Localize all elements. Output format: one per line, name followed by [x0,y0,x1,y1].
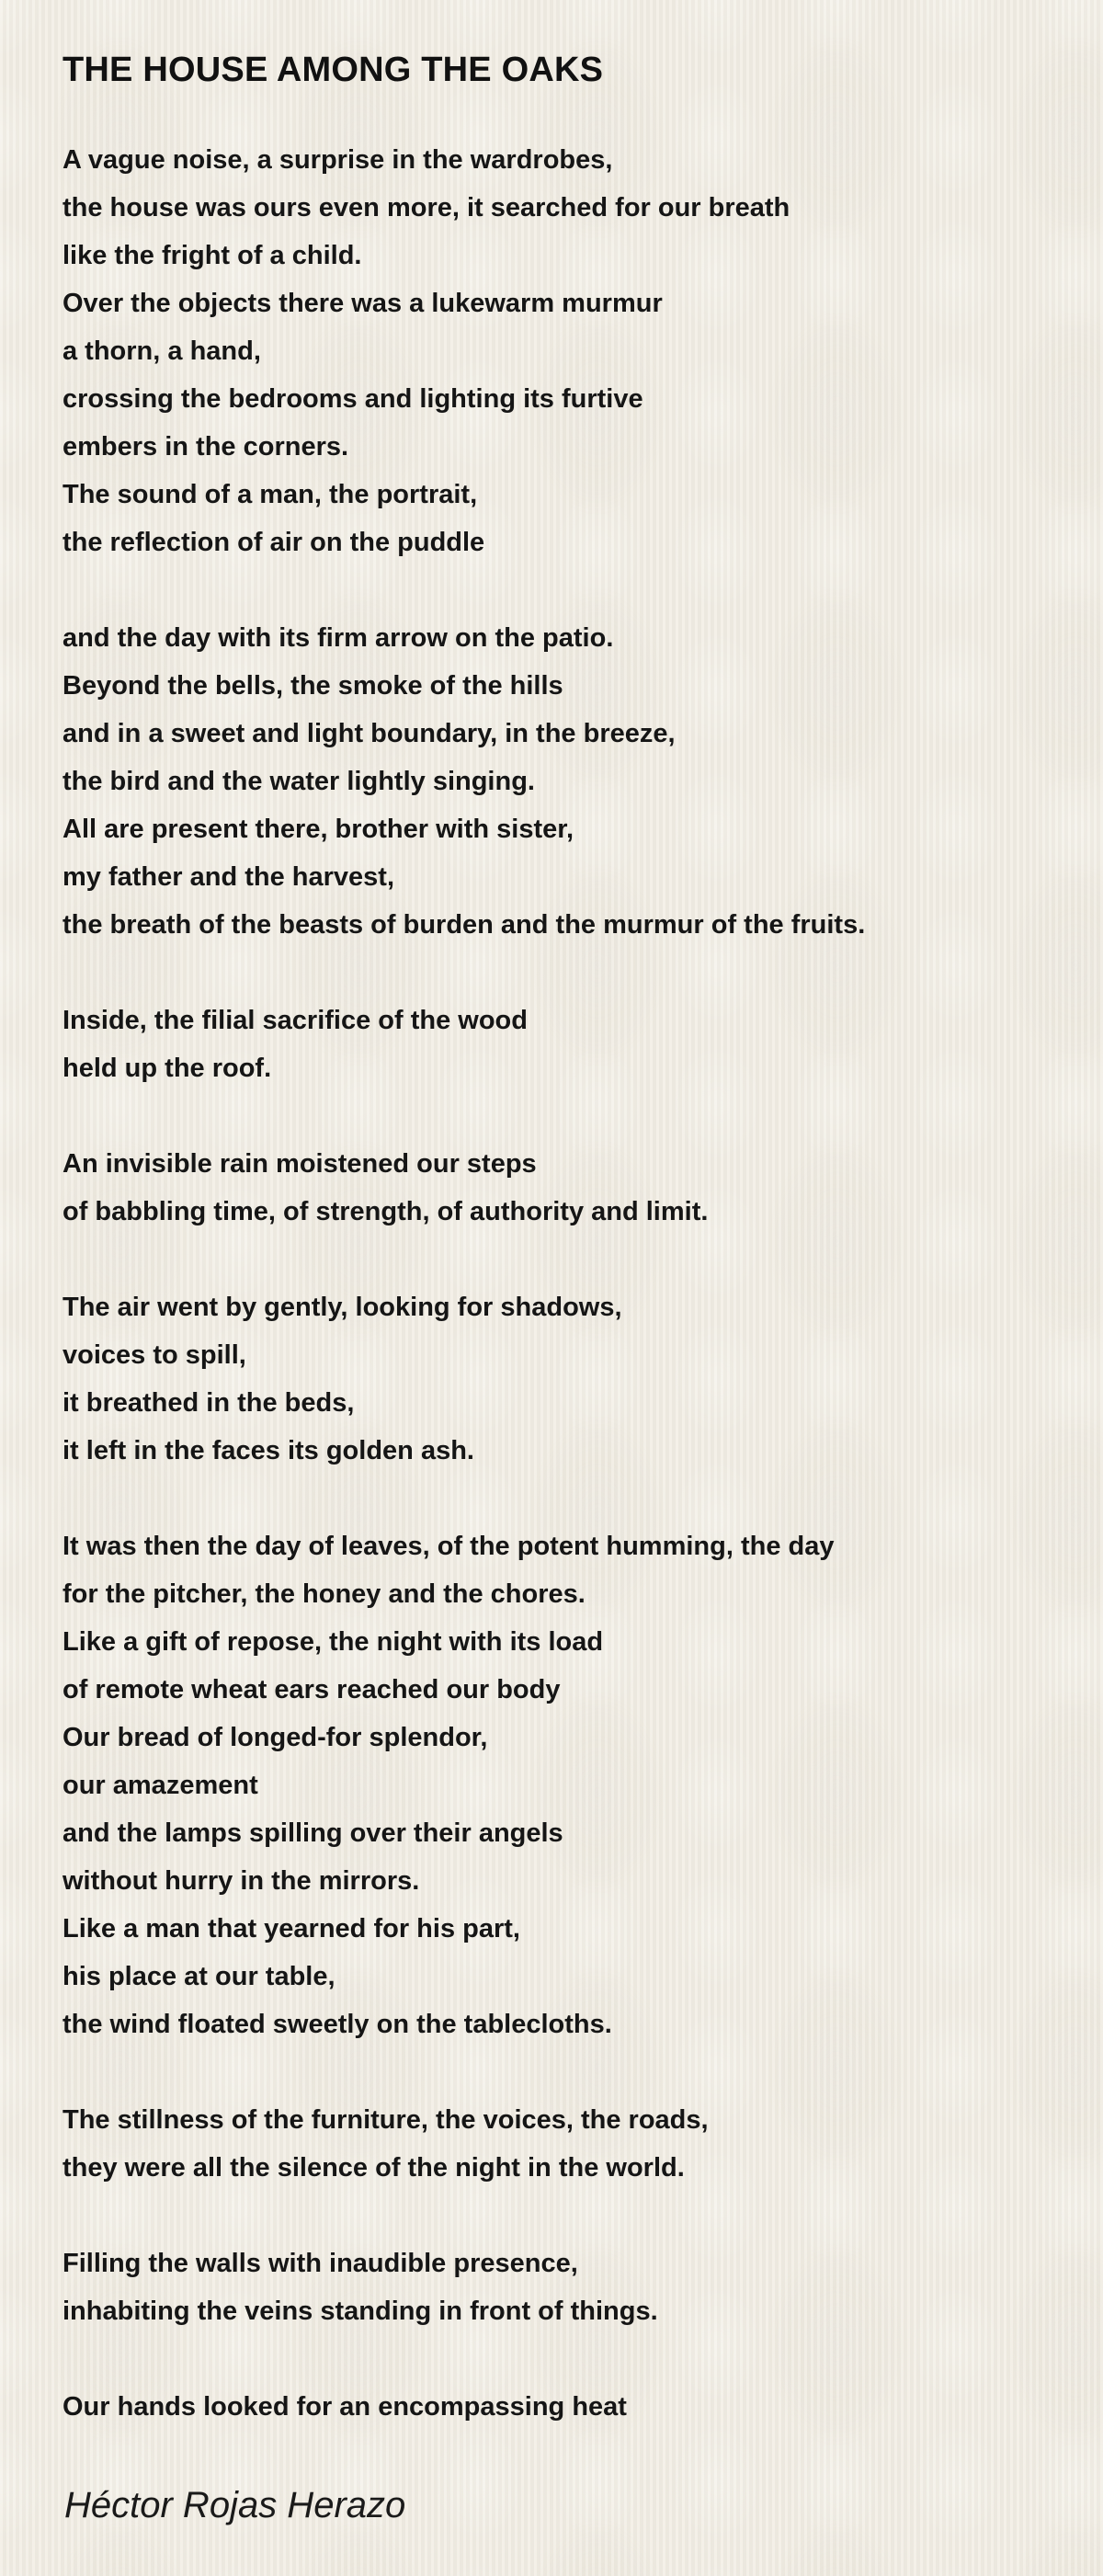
poem-line: without hurry in the mirrors. [63,1866,420,1896]
poem-line: for the pitcher, the honey and the chores. [63,1579,586,1609]
poem-page [63,48,1074,2431]
poem-line: The air went by gently, looking for shadows, [63,1293,622,1322]
poem-line: An invisible rain moistened our steps [63,1149,537,1179]
poem-line: All are present there, brother with sister, [63,815,574,844]
stanza-1 [63,136,1074,566]
poem-line: our amazement [63,1771,258,1800]
poem-line: the reflection of air on the puddle [63,528,485,557]
stanza-5 [63,1283,1074,1475]
poem-line: Filling the walls with inaudible presence, [63,2249,578,2278]
poem-line: like the fright of a child. [63,241,362,270]
poem-line: my father and the harvest, [63,862,394,892]
poem-body [63,136,1074,2431]
poem-line: held up the roof. [63,1054,272,1083]
poem-line: his place at our table, [63,1962,335,1991]
stanza-9 [63,2383,1074,2431]
poem-line: A vague noise, a surprise in the wardrobes, [63,145,613,175]
poem-line: it breathed in the beds, [63,1388,355,1418]
poem-line: The sound of a man, the portrait, [63,480,478,509]
poem-line: It was then the day of leaves, of the potent humming, the day [63,1532,835,1561]
poem-line: the wind floated sweetly on the tablecloths. [63,2010,612,2039]
poem-line: Our hands looked for an encompassing heat [63,2392,627,2422]
stanza-6 [63,1522,1074,2048]
poem-line: a thorn, a hand, [63,336,261,366]
poem-line: Like a gift of repose, the night with its load [63,1627,604,1657]
poem-line: The stillness of the furniture, the voices, the roads, [63,2105,709,2135]
poem-line: Like a man that yearned for his part, [63,1914,520,1943]
poem-line: the house was ours even more, it searched for our breath [63,193,790,222]
poem-line: Beyond the bells, the smoke of the hills [63,671,563,701]
poem-line: they were all the silence of the night in the world. [63,2153,685,2183]
poem-line: inhabiting the veins standing in front of things. [63,2297,658,2326]
poem-line: the breath of the beasts of burden and the murmur of the fruits. [63,910,866,940]
poem-line: and the day with its firm arrow on the patio. [63,623,614,653]
poem-line: and in a sweet and light boundary, in the breeze, [63,719,676,748]
poem-line: Inside, the filial sacrifice of the wood [63,1006,528,1035]
stanza-2 [63,614,1074,949]
stanza-4 [63,1140,1074,1236]
stanza-8 [63,2240,1074,2335]
poem-line: and the lamps spilling over their angels [63,1818,563,1848]
poem-line: voices to spill, [63,1340,246,1370]
poem-author: Héctor Rojas Herazo [64,2485,406,2525]
stanza-7 [63,2096,1074,2192]
poem-line: Our bread of longed-for splendor, [63,1723,488,1752]
stanza-3 [63,997,1074,1092]
poem-title: THE HOUSE AMONG THE OAKS [63,51,604,89]
poem-line: Over the objects there was a lukewarm murmur [63,289,663,318]
poem-line: embers in the corners. [63,432,349,462]
poem-line: the bird and the water lightly singing. [63,767,535,796]
poem-line: of remote wheat ears reached our body [63,1675,561,1704]
poem-line: it left in the faces its golden ash. [63,1436,474,1465]
poem-line: crossing the bedrooms and lighting its furtive [63,384,643,414]
poem-line: of babbling time, of strength, of authority and limit. [63,1197,709,1226]
